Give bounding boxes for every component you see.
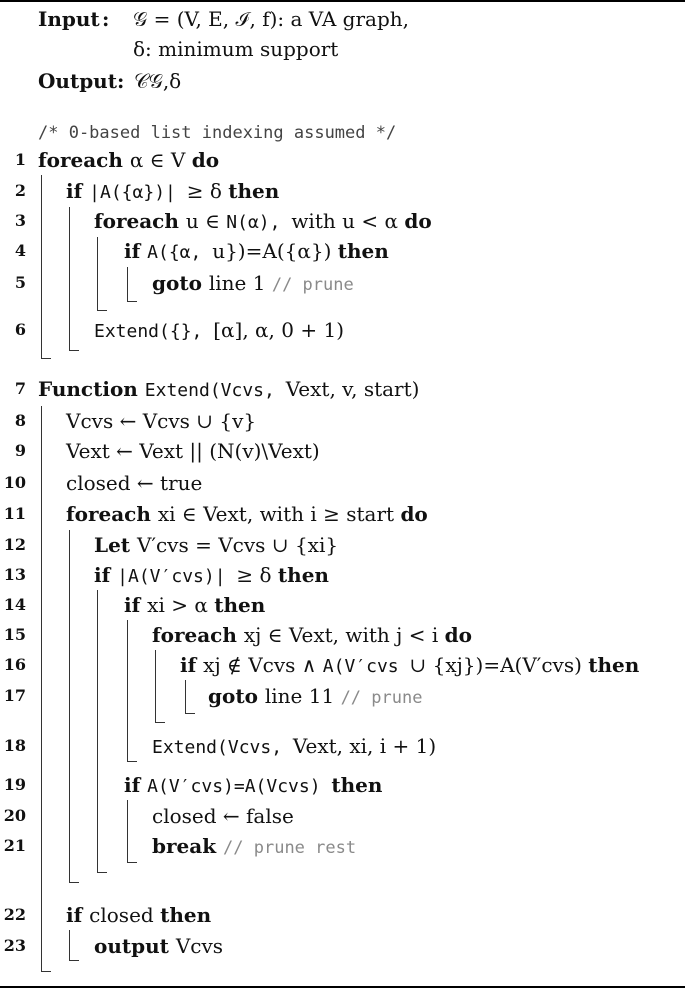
indent-guide (69, 207, 70, 350)
line-number: 12 (3, 535, 26, 554)
input-graph: 𝒢 = (V, E, ℐ, f): a VA graph, (133, 7, 410, 31)
indent-guide (127, 862, 137, 863)
indent-guide (185, 680, 186, 713)
line-number: 8 (14, 411, 26, 430)
indent-guide (155, 722, 165, 723)
indent-guide (97, 872, 107, 873)
line-text: goto line 11 // prune (208, 684, 423, 708)
line-text: Function Extend(Vcvs, Vext, v, start) (38, 377, 420, 401)
algorithm-line (0, 145, 685, 175)
algorithm-line (0, 374, 685, 404)
output-label: Output: (38, 69, 125, 93)
line-text: foreach α ∈ V do (38, 148, 220, 172)
indent-guide (127, 267, 128, 301)
line-number: 14 (3, 595, 26, 614)
algorithm-line (0, 801, 685, 831)
line-text: if closed then (66, 903, 212, 927)
line-number: 7 (14, 379, 26, 398)
line-number: 15 (3, 625, 26, 644)
line-text: if |A({α})| ≥ δ then (66, 179, 280, 203)
line-text: foreach u ∈ N(α), with u < α do (94, 209, 432, 233)
algorithm-line (0, 530, 685, 560)
indent-guide (127, 301, 137, 302)
line-number: 18 (3, 736, 26, 755)
line-text: Vcvs ← Vcvs ∪ {v} (66, 409, 257, 433)
line-number: 16 (3, 655, 26, 674)
algorithm-line (0, 681, 685, 711)
indent-guide (185, 713, 195, 714)
algorithm-line (0, 176, 685, 206)
top-rule (0, 0, 685, 2)
line-number: 22 (3, 905, 26, 924)
line-number: 9 (14, 441, 26, 460)
line-text: if xi > α then (124, 593, 266, 617)
line-text: if A(V′cvs)=A(Vcvs) then (124, 773, 383, 797)
indent-guide (97, 237, 98, 310)
algorithm-line (0, 468, 685, 498)
indent-guide (127, 800, 128, 862)
line-text: closed ← false (152, 804, 294, 828)
indent-guide (41, 358, 51, 359)
line-text: goto line 1 // prune (152, 271, 354, 295)
input-colon: : (102, 7, 110, 31)
bottom-rule (0, 986, 685, 988)
line-number: 10 (3, 473, 26, 492)
line-number: 4 (14, 241, 26, 260)
algorithm-line (0, 315, 685, 345)
algorithm-line (0, 236, 685, 266)
line-text: foreach xi ∈ Vext, with i ≥ start do (66, 502, 428, 526)
line-text: output Vcvs (94, 934, 224, 958)
top-comment: /* 0-based list indexing assumed */ (38, 123, 397, 143)
line-number: 23 (3, 936, 26, 955)
indent-guide (41, 175, 42, 358)
line-text: foreach xj ∈ Vext, with j < i do (152, 623, 472, 647)
algorithm-line (0, 268, 685, 298)
line-number: 11 (3, 504, 26, 523)
indent-guide (97, 310, 107, 311)
algorithm-line (0, 560, 685, 590)
line-number: 13 (3, 565, 26, 584)
line-text: Extend(Vcvs, Vext, xi, i + 1) (152, 734, 437, 758)
indent-guide (69, 882, 79, 883)
line-number: 17 (3, 686, 26, 705)
line-number: 19 (3, 775, 26, 794)
indent-guide (41, 971, 51, 972)
indent-guide (69, 530, 70, 882)
line-number: 1 (14, 150, 26, 169)
algorithm-line (0, 206, 685, 236)
line-number: 20 (3, 806, 26, 825)
algorithm-line (0, 436, 685, 466)
algorithm-line (0, 590, 685, 620)
line-text: break // prune rest (152, 834, 357, 858)
algorithm-line (0, 831, 685, 861)
indent-guide (127, 620, 128, 761)
line-text: closed ← true (66, 471, 203, 495)
indent-guide (97, 590, 98, 872)
line-number: 3 (14, 211, 26, 230)
input-delta: δ: minimum support (133, 37, 339, 61)
line-text: if A({α, u})=A({α}) then (124, 239, 389, 263)
algorithm-line (0, 406, 685, 436)
line-comment: // prune (271, 275, 354, 295)
line-text: if xj ∉ Vcvs ∧ A(V′cvs ∪ {xj})=A(V′cvs) then (180, 653, 640, 677)
indent-guide (69, 960, 79, 961)
algorithm-line (0, 650, 685, 680)
line-text: Extend({}, [α], α, 0 + 1) (94, 318, 345, 342)
line-number: 21 (3, 836, 26, 855)
indent-guide (69, 930, 70, 960)
algorithm-line (0, 499, 685, 529)
indent-guide (127, 761, 137, 762)
algorithm-line (0, 620, 685, 650)
algorithm-line (0, 900, 685, 930)
algorithm-line (0, 731, 685, 761)
line-comment: // prune rest (223, 838, 357, 858)
line-number: 5 (14, 273, 26, 292)
indent-guide (155, 650, 156, 722)
line-text: if |A(V′cvs)| ≥ δ then (94, 563, 329, 587)
output-value: 𝒞𝒢,δ (134, 69, 182, 93)
line-text: Let V′cvs = Vcvs ∪ {xi} (94, 533, 339, 557)
input-label: Input (38, 7, 100, 31)
algorithm-line (0, 931, 685, 961)
line-comment: // prune (340, 688, 423, 708)
line-number: 2 (14, 181, 26, 200)
algorithm-line (0, 770, 685, 800)
indent-guide (69, 350, 79, 351)
indent-guide (41, 406, 42, 971)
line-number: 6 (14, 320, 26, 339)
line-text: Vext ← Vext || (N(v)\Vext) (66, 439, 320, 463)
